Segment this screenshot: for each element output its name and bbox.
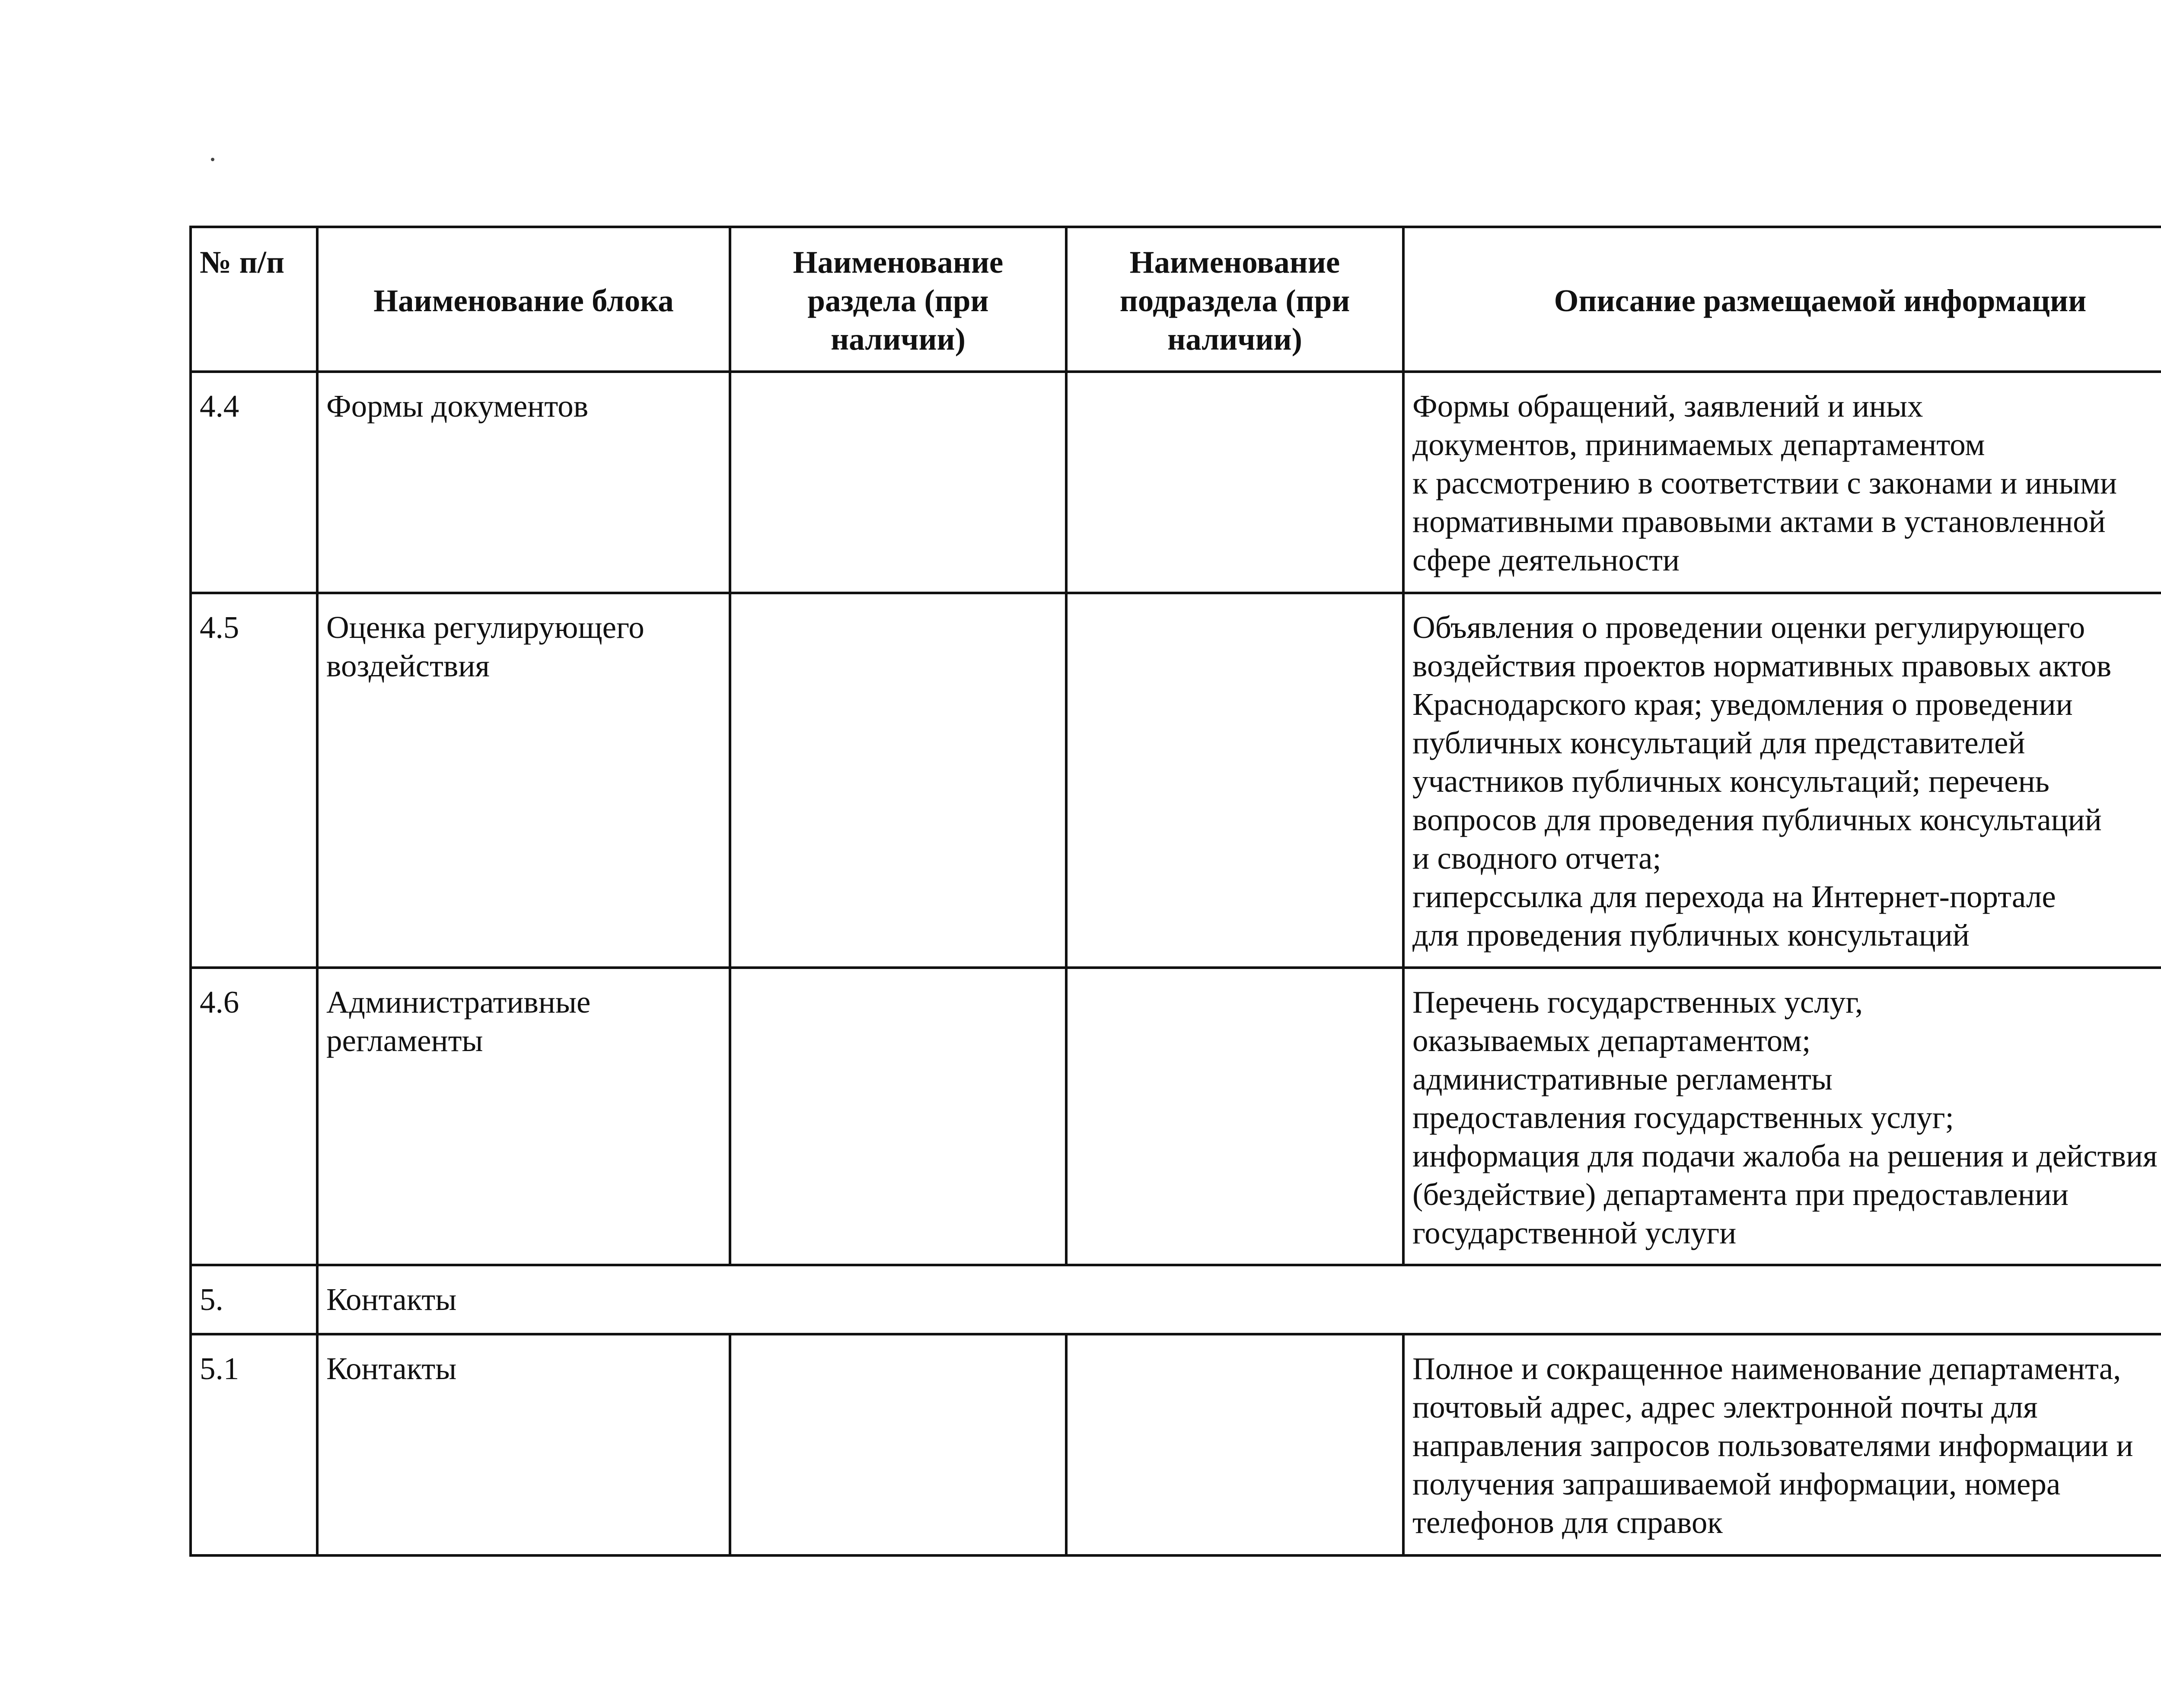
information-table [189,226,2161,1557]
row-subsection [1066,1334,1403,1555]
row-section [730,593,1066,968]
row-section [730,968,1066,1265]
row-description: Перечень государственных услуг, оказываемых департаментом; административные регламенты предоставления государственных услуг; информация для подачи жалоба на решения и действия (бездействие) департамента при предоставлении государственной услуги [1403,968,2161,1265]
row-number: 4.6 [191,968,317,1265]
row-block: Контакты [317,1334,730,1555]
row-number: 4.4 [191,372,317,593]
section-row [191,1265,2161,1334]
row-subsection [1066,593,1403,968]
table-row [191,593,2161,968]
row-subsection [1066,372,1403,593]
row-description: Формы обращений, заявлений и иных документов, принимаемых департаментом к рассмотрению в соответствии с законами и иными нормативными правовыми актами в установленной сфере деятельности [1403,372,2161,593]
table-row [191,968,2161,1265]
scan-speck [211,158,214,161]
table-row [191,372,2161,593]
row-section [730,1334,1066,1555]
row-block: Административные регламенты [317,968,730,1265]
row-number: 4.5 [191,593,317,968]
row-description: Объявления о проведении оценки регулирующего воздействия проектов нормативных правовых актов Краснодарского края; уведомления о проведении публичных консультаций для представителей участников публичных консультаций; перечень вопросов для проведения публичных консультаций и сводного отчета; гиперссылка для перехода на Интернет-портале для проведения публичных консультаций [1403,593,2161,968]
row-subsection [1066,968,1403,1265]
row-block: Формы документов [317,372,730,593]
row-block: Оценка регулирующего воздействия [317,593,730,968]
row-number: 5. [191,1265,317,1334]
header-description: Описание размещаемой информации [1403,227,2161,372]
header-number: № п/п [191,227,317,372]
table-row [191,1334,2161,1555]
row-description: Полное и сокращенное наименование департамента, почтовый адрес, адрес электронной почты для направления запросов пользователями информации и получения запрашиваемой информации, номера телефонов для справок [1403,1334,2161,1555]
header-subsection-name: Наименование подраздела (при наличии) [1066,227,1403,372]
row-block: Контакты [317,1265,2161,1334]
header-section-name: Наименование раздела (при наличии) [730,227,1066,372]
row-number: 5.1 [191,1334,317,1555]
header-block-name: Наименование блока [317,227,730,372]
table-header-row [191,227,2161,372]
row-section [730,372,1066,593]
